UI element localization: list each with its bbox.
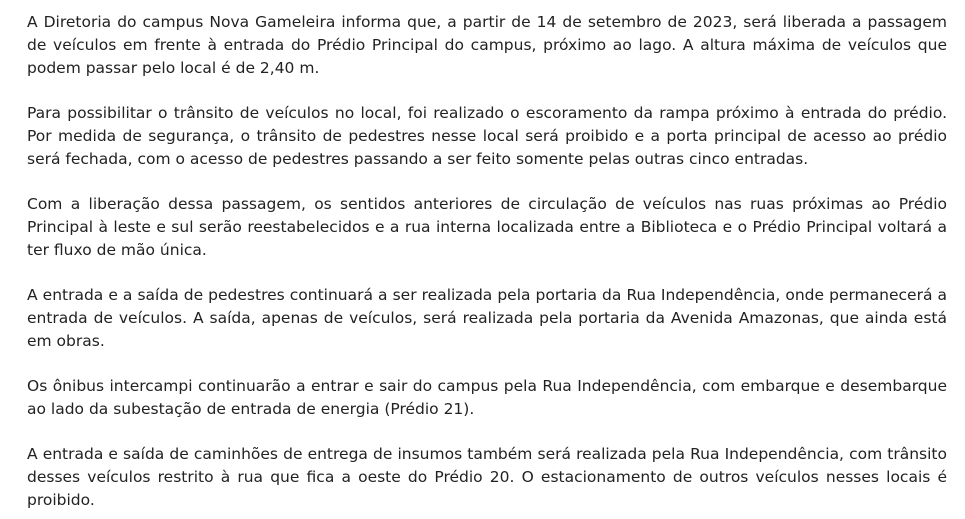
paragraph-vehicle-passage: A Diretoria do campus Nova Gameleira informa que, a partir de 14 de setembro de 2023, será liberada a passagem de veículos em frente à entrada do Prédio Principal do campus, próximo ao lago. A altura máxima de veículos que podem passar pelo local é de 2,40 m. bbox=[27, 13, 947, 77]
paragraph-intercampi-bus: Os ônibus intercampi continuarão a entrar e sair do campus pela Rua Independência, com embarque e desembarque ao lado da subestação de entrada de energia (Prédio 21). bbox=[27, 377, 947, 418]
paragraph-delivery-trucks: A entrada e saída de caminhões de entrega de insumos também será realizada pela Rua Independência, com trânsito desses veículos restrito à rua que fica a oeste do Prédio 20. O estacionamento de outros veículos nesses locais é proibido. bbox=[27, 445, 947, 509]
notice-body bbox=[27, 11, 947, 512]
paragraph-traffic-directions: Com a liberação dessa passagem, os sentidos anteriores de circulação de veículos nas ruas próximas ao Prédio Principal à leste e sul serão reestabelecidos e a rua interna localizada entre a Biblioteca e o Prédio Principal voltará a ter fluxo de mão única. bbox=[27, 195, 947, 259]
paragraph-pedestrian-entrance: A entrada e a saída de pedestres continuará a ser realizada pela portaria da Rua Independência, onde permanecerá a entrada de veículos. A saída, apenas de veículos, será realizada pela portaria da Avenida Amazonas, que ainda está em obras. bbox=[27, 286, 947, 350]
paragraph-ramp-shoring: Para possibilitar o trânsito de veículos no local, foi realizado o escoramento da rampa próximo à entrada do prédio. Por medida de segurança, o trânsito de pedestres nesse local será proibido e a porta principal de acesso ao prédio será fechada, com o acesso de pedestres passando a ser feito somente pelas outras cinco entradas. bbox=[27, 104, 947, 168]
